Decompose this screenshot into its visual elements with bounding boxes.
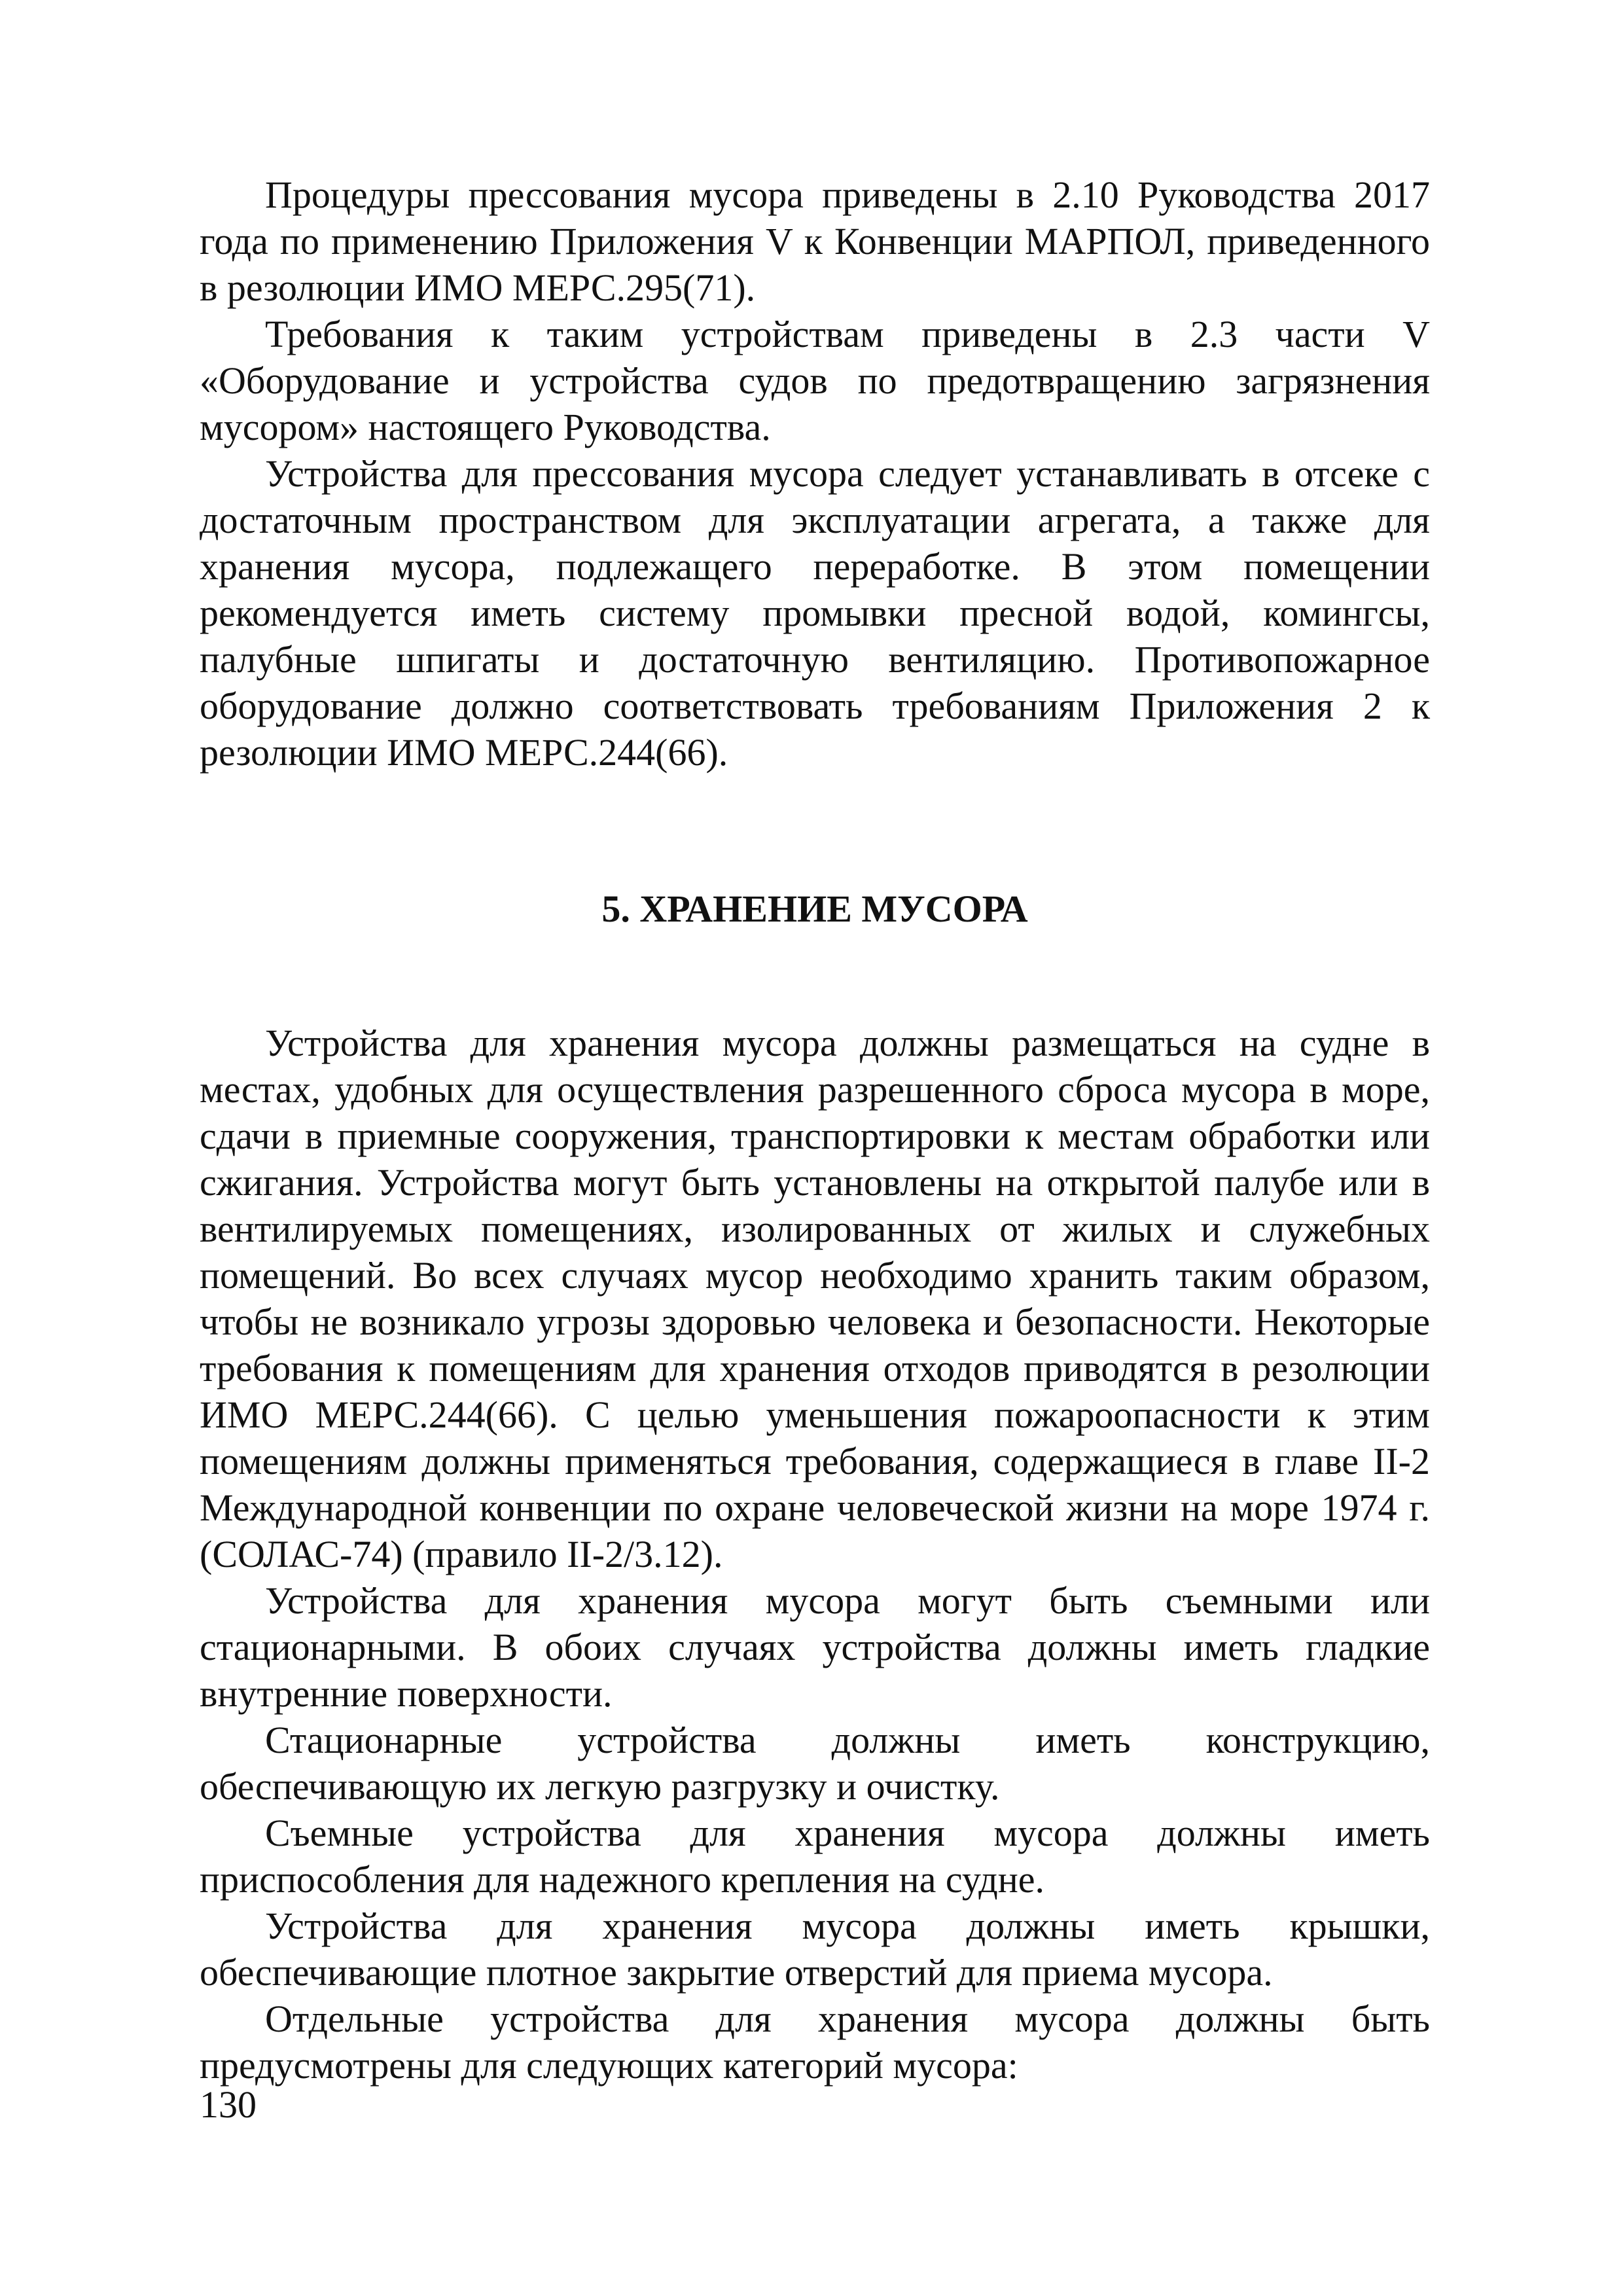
paragraph-lids: Устройства для хранения мусора должны иметь крышки, обеспечивающие плотное закрытие отверстий для приема мусора. — [200, 1905, 1430, 1994]
paragraph-removable-devices: Съемные устройства для хранения мусора должны иметь приспособления для надежного крепления на судне. — [200, 1812, 1430, 1901]
paragraph-compactor-installation: Устройства для прессования мусора следует устанавливать в отсеке с достаточным пространством для эксплуатации агрегата, а также для хранения мусора, подлежащего переработке. В этом помещении рекомендуется иметь систему промывки пресной водой, комингсы, палубные шпигаты и достаточную вентиляцию. Противопожарное оборудование должно соответствовать требованиям Приложения 2 к резолюции ИМО МЕРС.244(66). — [200, 452, 1430, 774]
paragraph-compaction-procedures: Процедуры прессования мусора приведены в 2.10 Руководства 2017 года по применению Приложения V к Конвенции МАРПОЛ, приведенного в резолюции ИМО МЕРС.295(71). — [200, 173, 1430, 309]
page-number: 130 — [200, 2083, 257, 2126]
section-title: 5. ХРАНЕНИЕ МУСОРА — [601, 888, 1028, 930]
paragraph-requirements-reference: Требования к таким устройствам приведены в 2.3 части V «Оборудование и устройства судов по предотвращению загрязнения мусором» настоящего Руководства. — [200, 313, 1430, 448]
paragraph-separate-categories: Отдельные устройства для хранения мусора должны быть предусмотрены для следующих категорий мусора: — [200, 1998, 1430, 2087]
paragraph-storage-placement: Устройства для хранения мусора должны размещаться на судне в местах, удобных для осуществления разрешенного сброса мусора в море, сдачи в приемные сооружения, транспортировки к местам обработки или сжигания. Устройства могут быть установлены на открытой палубе или в вентилируемых помещениях, изолированных от жилых и служебных помещений. Во всех случаях мусор необходимо хранить таким образом, чтобы не возникало угрозы здоровью человека и безопасности. Некоторые требования к помещениям для хранения отходов приводятся в резолюции ИМО МЕРС.244(66). С целью уменьшения пожароопасности к этим помещениям должны применяться требования, содержащиеся в главе II-2 Международной конвенции по охране человеческой жизни на море 1974 г. (СОЛАС-74) (правило II-2/3.12). — [200, 1022, 1430, 1575]
paragraph-removable-or-fixed: Устройства для хранения мусора могут быть съемными или стационарными. В обоих случаях устройства должны иметь гладкие внутренние поверхности. — [200, 1579, 1430, 1715]
document-page — [200, 171, 1430, 2089]
paragraph-fixed-devices: Стационарные устройства должны иметь конструкцию, обеспечивающую их легкую разгрузку и очистку. — [200, 1719, 1430, 1808]
